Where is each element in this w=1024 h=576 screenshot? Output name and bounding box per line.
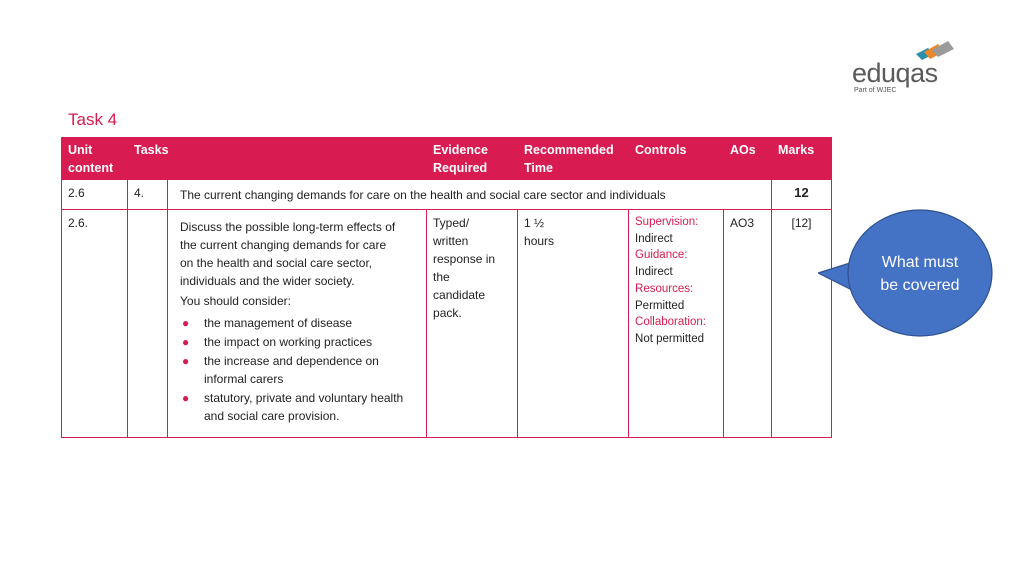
list-item: ● the management of disease <box>182 316 353 330</box>
callout-text: What must be covered <box>880 254 960 294</box>
control-label-guidance: Guidance: <box>635 249 688 262</box>
row2-aos: AO3 <box>724 210 772 438</box>
task-title: Task 4 <box>68 110 118 129</box>
bullet-icon: ● <box>182 316 190 330</box>
header-marks: Marks <box>772 138 832 180</box>
control-value-resources: Permitted <box>635 299 685 312</box>
header-tasks: Tasks <box>128 138 427 180</box>
table-row <box>62 180 832 210</box>
control-value-collaboration: Not permitted <box>635 332 705 345</box>
bullet-icon: ● <box>182 354 190 368</box>
row1-marks: 12 <box>772 180 832 210</box>
consider-label: You should consider: <box>180 294 291 308</box>
row2-task-number <box>128 210 168 438</box>
table-row <box>62 210 832 438</box>
list-item: ● statutory, private and voluntary health and social care provision. <box>182 391 404 423</box>
control-value-guidance: Indirect <box>635 266 673 279</box>
row2-controls <box>629 210 724 438</box>
task-text: Discuss the possible long-term effects of the current changing demands for care on the health and social care sector, individuals and the wider society. <box>180 220 396 288</box>
consider-list <box>180 314 420 425</box>
control-label-resources: Resources: <box>635 282 694 295</box>
header-evidence: Evidence Required <box>427 138 518 180</box>
header-unit-content: Unit content <box>62 138 128 180</box>
header-aos: AOs <box>724 138 772 180</box>
bullet-icon: ● <box>182 335 190 349</box>
row1-task-number: 4. <box>128 180 168 210</box>
row2-marks: [12] <box>772 210 832 438</box>
row2-time: 1 ½ hours <box>518 210 629 438</box>
eduqas-logo <box>852 40 962 98</box>
task-table <box>61 137 832 438</box>
list-item: ● the impact on working practices <box>182 335 373 349</box>
bullet-icon: ● <box>182 391 190 405</box>
control-value-supervision: Indirect <box>635 232 673 245</box>
logo-tagline: Part of WJEC <box>854 87 897 94</box>
row2-unit: 2.6. <box>62 210 128 438</box>
list-item: ● the increase and dependence on informal carers <box>182 354 379 386</box>
row1-unit: 2.6 <box>62 180 128 210</box>
header-controls: Controls <box>629 138 724 180</box>
row1-description: The current changing demands for care on the health and social care sector and individuals <box>168 180 772 210</box>
control-label-supervision: Supervision: <box>635 216 699 228</box>
row2-evidence: Typed/ written response in the candidate pack. <box>427 210 518 438</box>
logo-wordmark: eduqas <box>852 58 938 88</box>
table-header-row <box>62 138 832 180</box>
row2-task-description <box>168 210 427 438</box>
header-time: Recommended Time <box>518 138 629 180</box>
control-label-collaboration: Collaboration: <box>635 316 706 329</box>
